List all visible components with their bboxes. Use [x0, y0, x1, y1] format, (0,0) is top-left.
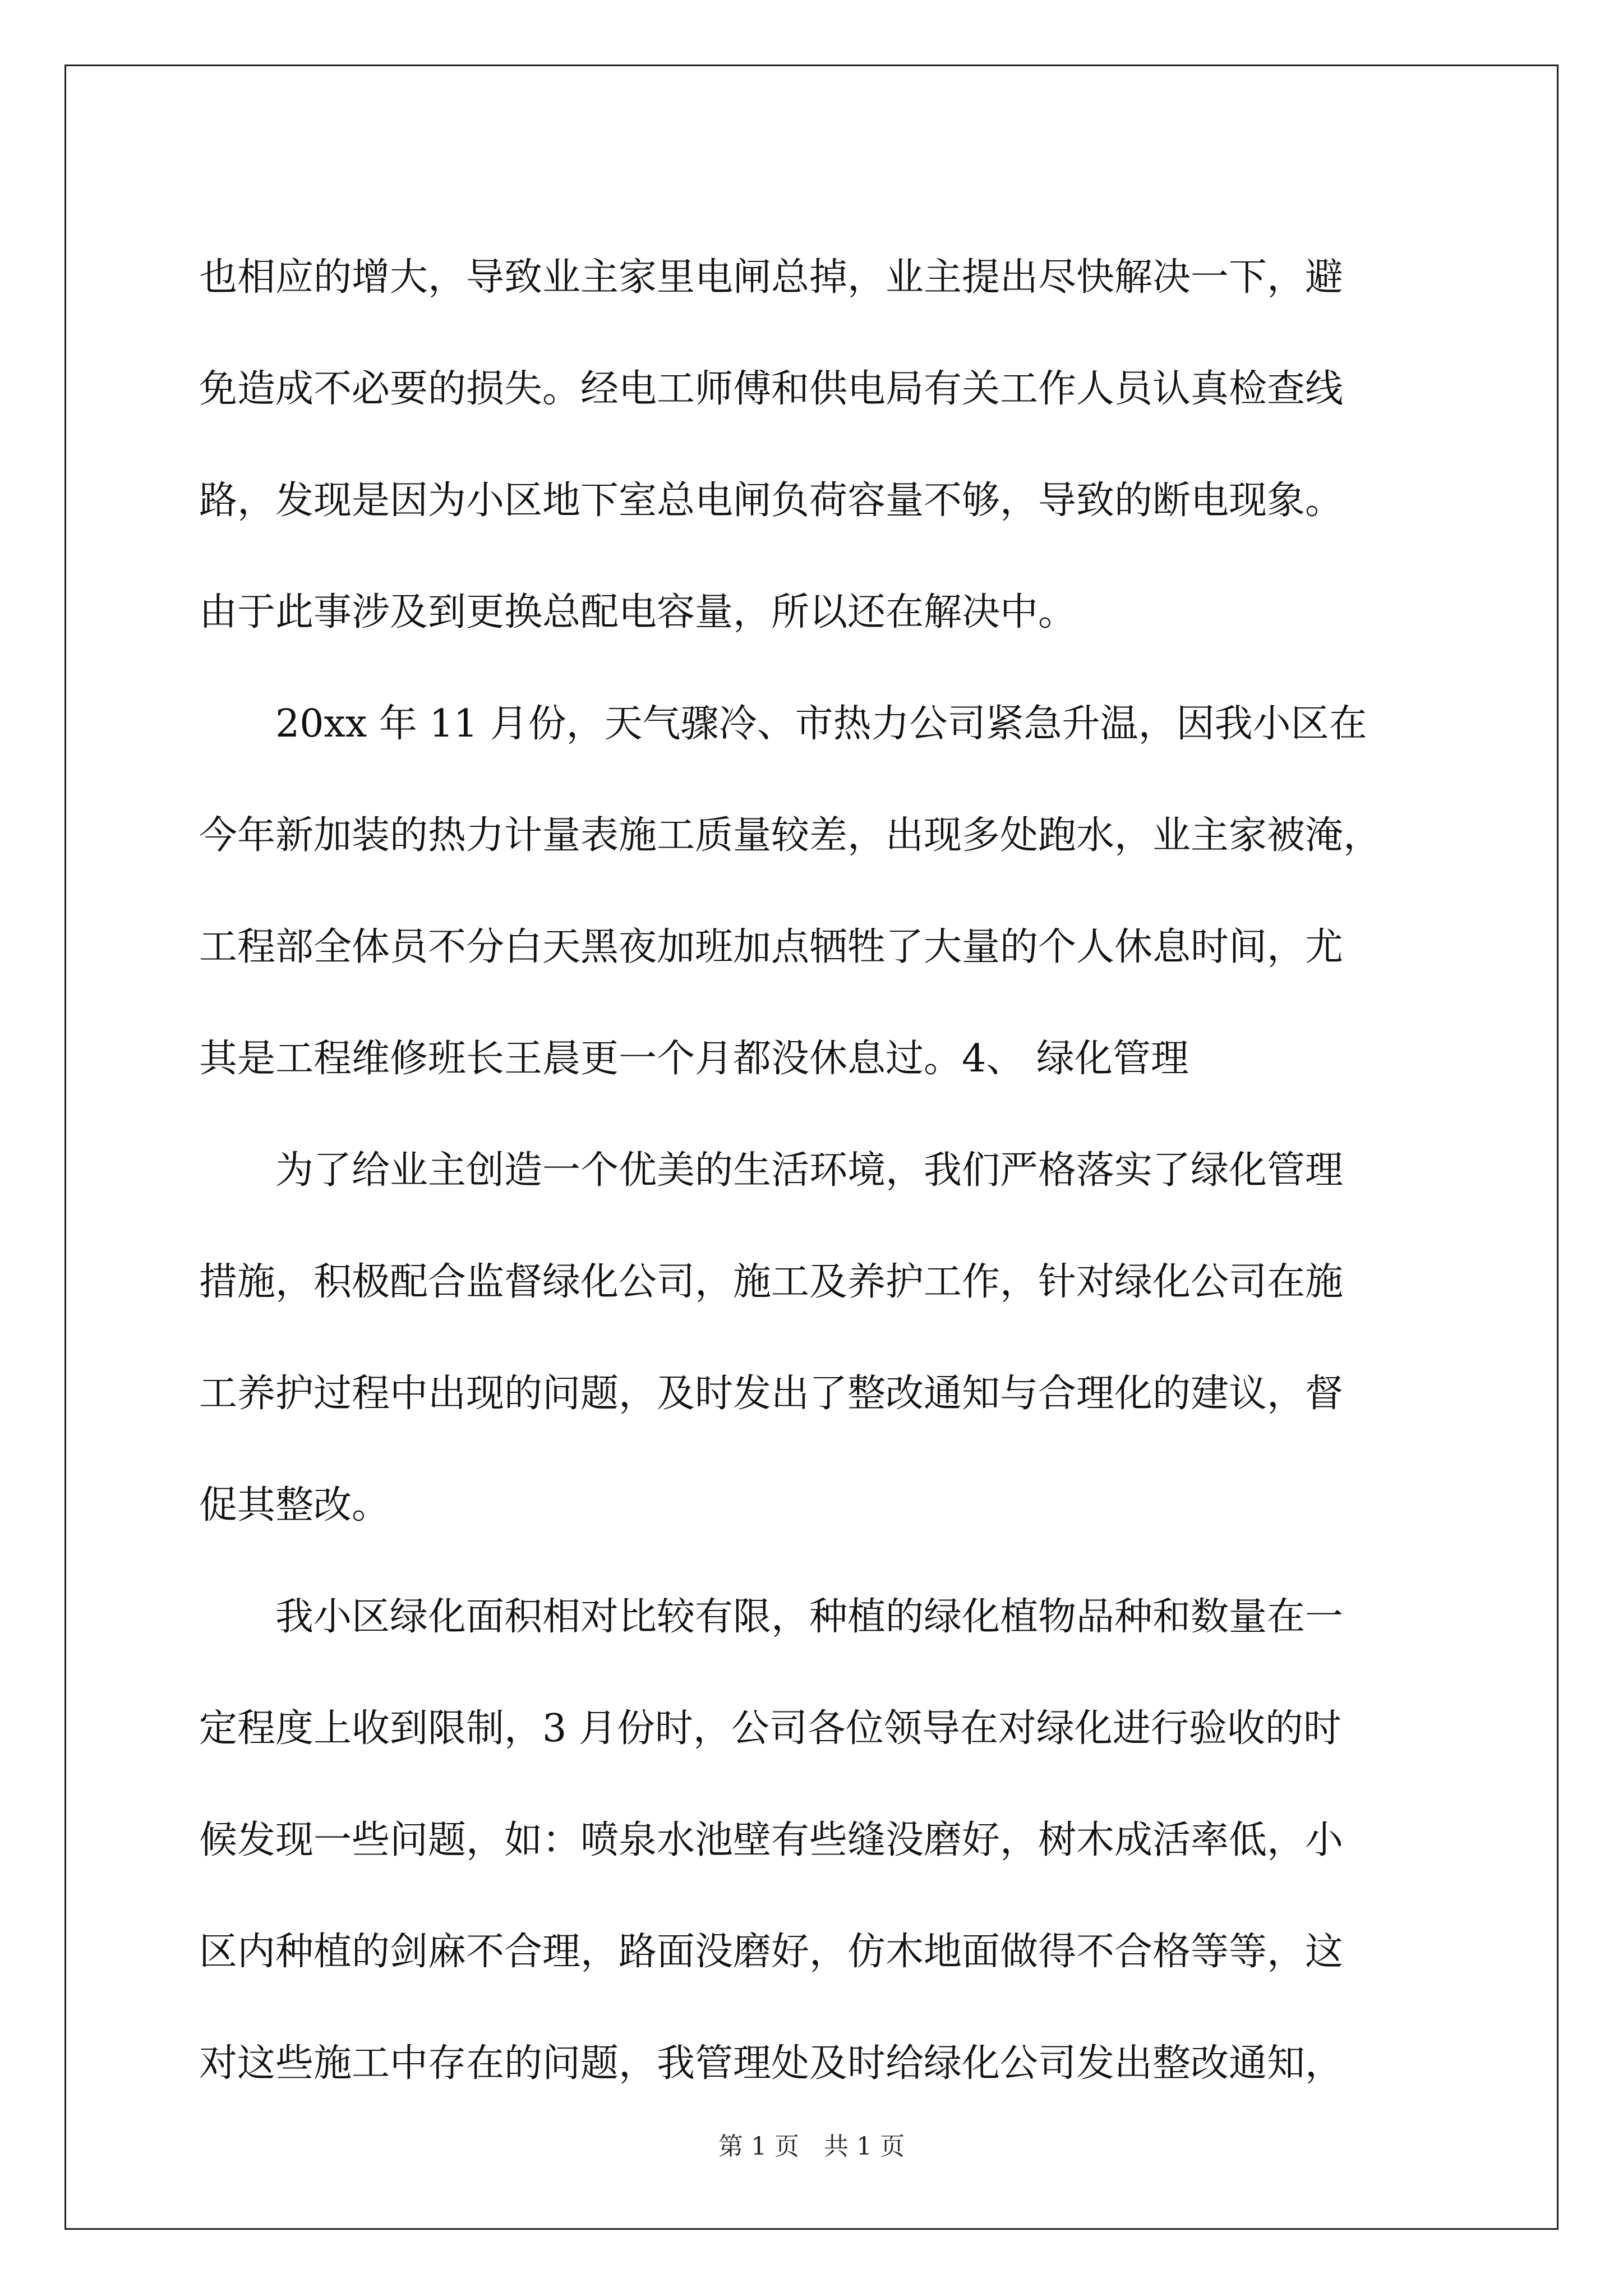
text-line: 措施，积极配合监督绿化公司，施工及养护工作，针对绿化公司在施: [199, 1260, 1344, 1304]
text-line: 对这些施工中存在的问题，我管理处及时给绿化公司发出整改通知，: [199, 2041, 1344, 2086]
text-line: 其是工程维修班长王晨更一个月都没休息过。4、 绿化管理: [199, 1037, 1189, 1081]
text-line: 免造成不必要的损失。经电工师傅和供电局有关工作人员认真检查线: [199, 367, 1344, 411]
paragraph-3: [199, 1115, 1427, 1561]
text-line: 我小区绿化面积相对比较有限，种植的绿化植物品种和数量在一: [199, 1595, 1344, 1639]
page-footer: [0, 2126, 1623, 2162]
text-line: 今年新加装的热力计量表施工质量较差，出现多处跑水，业主家被淹，: [199, 813, 1382, 858]
paragraph-2: [199, 668, 1427, 1115]
text-line: 20xx 年 11 月份，天气骤冷、市热力公司紧急升温，因我小区在: [199, 702, 1367, 746]
document-body: [199, 222, 1427, 2119]
text-line: 定程度上收到限制，3 月份时，公司各位领导在对绿化进行验收的时: [199, 1706, 1341, 1751]
page-number-label: 第 1 页 共 1 页: [718, 2132, 905, 2161]
text-line: 为了给业主创造一个优美的生活环境，我们严格落实了绿化管理: [199, 1148, 1344, 1193]
text-line: 候发现一些问题，如：喷泉水池壁有些缝没磨好，树木成活率低，小: [199, 1818, 1344, 1862]
text-line: 工养护过程中出现的问题，及时发出了整改通知与合理化的建议，督: [199, 1372, 1344, 1416]
text-line: 也相应的增大，导致业主家里电闸总掉，业主提出尽快解决一下，避: [199, 255, 1344, 300]
text-line: 促其整改。: [199, 1483, 390, 1527]
text-line: 路，发现是因为小区地下室总电闸负荷容量不够，导致的断电现象。: [199, 478, 1344, 523]
text-line: 区内种植的剑麻不合理，路面没磨好，仿木地面做得不合格等等，这: [199, 1930, 1344, 1974]
text-line: 由于此事涉及到更换总配电容量，所以还在解决中。: [199, 590, 1077, 634]
paragraph-1: [199, 222, 1427, 668]
paragraph-4: [199, 1561, 1427, 2119]
text-line: 工程部全体员不分白天黑夜加班加点牺牲了大量的个人休息时间，尤: [199, 925, 1344, 969]
